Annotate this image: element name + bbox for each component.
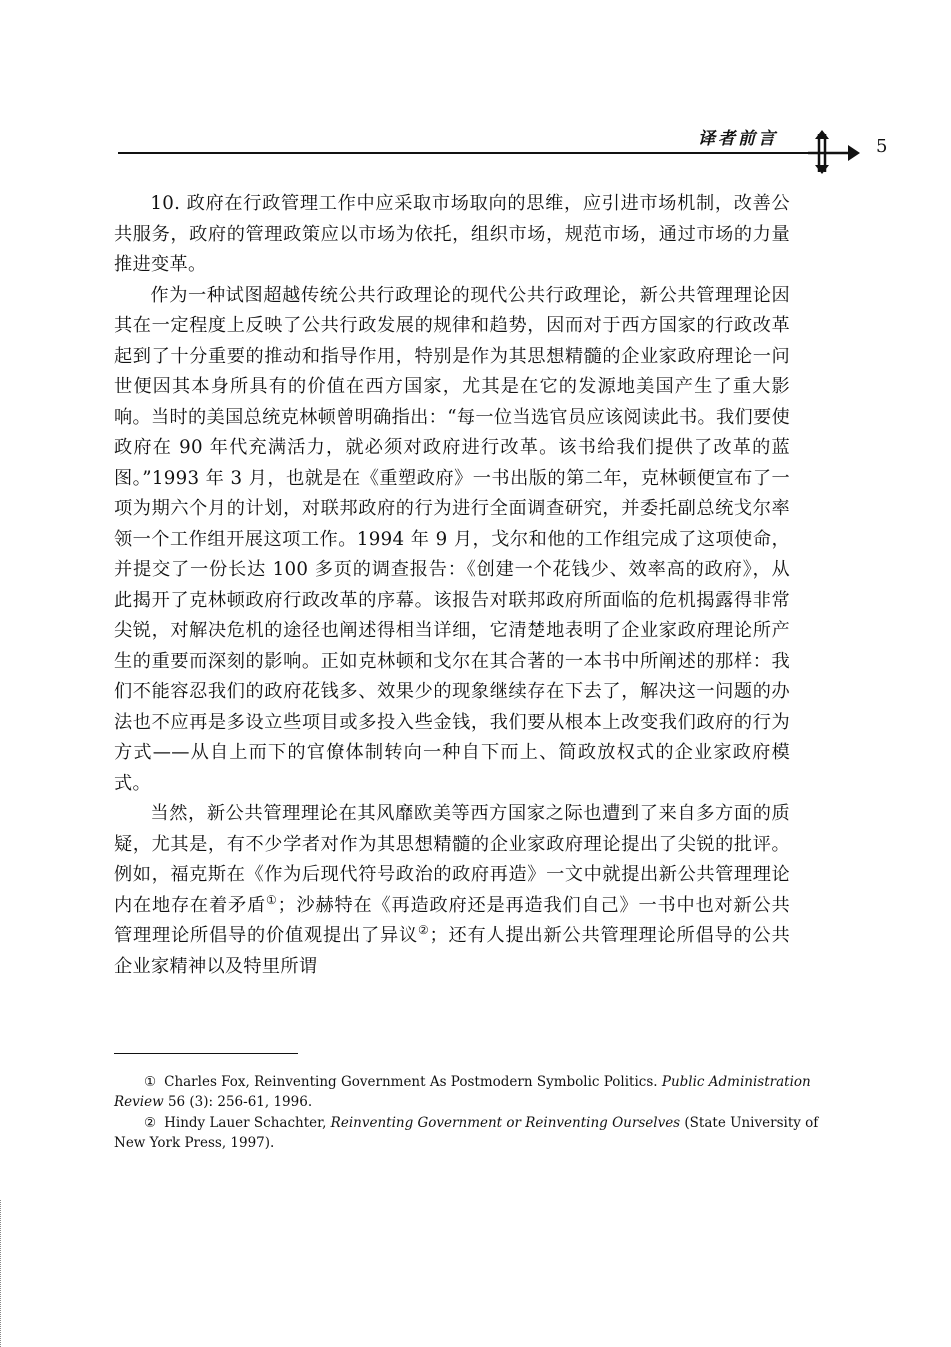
footnote xyxy=(114,1113,852,1153)
page-number: 5 xyxy=(876,136,888,157)
paragraph-text: 当然，新公共管理理论在其风靡欧美等西方国家之际也遭到了来自多方面的质疑，尤其是，有不少学者对作为其思想精髓的企业家政府理论提出了尖锐的批评。例如，福克斯在《作为后现代符号政治的政府再造》一文中就提出新公共管理理论内在地存在着矛盾 xyxy=(114,803,790,916)
footnote-text: Hindy Lauer Schachter, xyxy=(164,1115,331,1131)
paragraph-text: ；沙赫特在《再造政府还是再造我们自己》一书中也对新公共管理理论所倡导的价值观提出了异议 xyxy=(114,894,790,946)
footnote xyxy=(114,1072,852,1112)
footnote-mark: ② xyxy=(144,1115,157,1131)
paragraph-text: ；还有人提出新公共管理理论所倡导的公共企业家精神以及特里所谓 xyxy=(114,925,790,977)
main-text xyxy=(114,189,790,982)
footnotes xyxy=(114,1072,852,1154)
footnote-text: Charles Fox, Reinventing Government As Postmodern Symbolic Politics. xyxy=(164,1074,662,1090)
footnote-ref: ② xyxy=(417,922,430,937)
footnote-separator xyxy=(114,1053,298,1054)
paragraph xyxy=(114,799,790,982)
running-header xyxy=(118,118,888,178)
footnote-mark: ① xyxy=(144,1074,157,1090)
header-rule xyxy=(118,152,808,154)
footnote-text: 56 (3): 256-61, 1996. xyxy=(163,1094,313,1110)
paragraph: 作为一种试图超越传统公共行政理论的现代公共行政理论，新公共管理理论因其在一定程度上反映了公共行政发展的规律和趋势，因而对于西方国家的行政改革起到了十分重要的推动和指导作用，特别是作为其思想精髓的企业家政府理论一问世便因其本身所具有的价值在西方国家，尤其是在它的发源地美国产生了重大影响。当时的美国总统克林顿曾明确指出：“每一位当选官员应该阅读此书。我们要使政府在 90 年代充满活力，就必须对政府进行改革。该书给我们提供了改革的蓝图。”1993 年 3 月，也就是在《重塑政府》一书出版的第二年，克林顿便宣布了一项为期六个月的计划，对联邦政府的行为进行全面调查研究，并委托副总统戈尔率领一个工作组开展这项工作。1994 年 9 月，戈尔和他的工作组完成了这项使命，并提交了一份长达 100 多页的调查报告：《创建一个花钱少、效率高的政府》，从此揭开了克林顿政府行政改革的序幕。该报告对联邦政府所面临的危机揭露得非常尖锐，对解决危机的途径也阐述得相当详细，它清楚地表明了企业家政府理论所产生的重要而深刻的影响。正如克林顿和戈尔在其合著的一本书中所阐述的那样：我们不能容忍我们的政府花钱多、效果少的现象继续存在下去了，解决这一问题的办法也不应再是多设立些项目或多投入些金钱，我们要从根本上改变我们政府的行为方式——从自上而下的官僚体制转向一种自下而上、简政放权式的企业家政府模式。 xyxy=(114,284,790,794)
footnote-ref: ① xyxy=(265,892,278,907)
footnote-book-title: Reinventing Government or Reinventing Ourselves xyxy=(330,1115,681,1131)
scan-edge-mark xyxy=(0,1200,4,1347)
footnote-text: (State University of New York Press, 1997). xyxy=(114,1115,819,1151)
cross-arrow-ornament-icon xyxy=(808,130,860,174)
running-header-title: 译者前言 xyxy=(698,129,778,149)
paragraph: 10. 政府在行政管理工作中应采取市场取向的思维，应引进市场机制，改善公共服务，政府的管理政策应以市场为依托，组织市场，规范市场，通过市场的力量推进变革。 xyxy=(114,193,790,275)
footnote-journal: Public Administration Review xyxy=(114,1074,811,1110)
